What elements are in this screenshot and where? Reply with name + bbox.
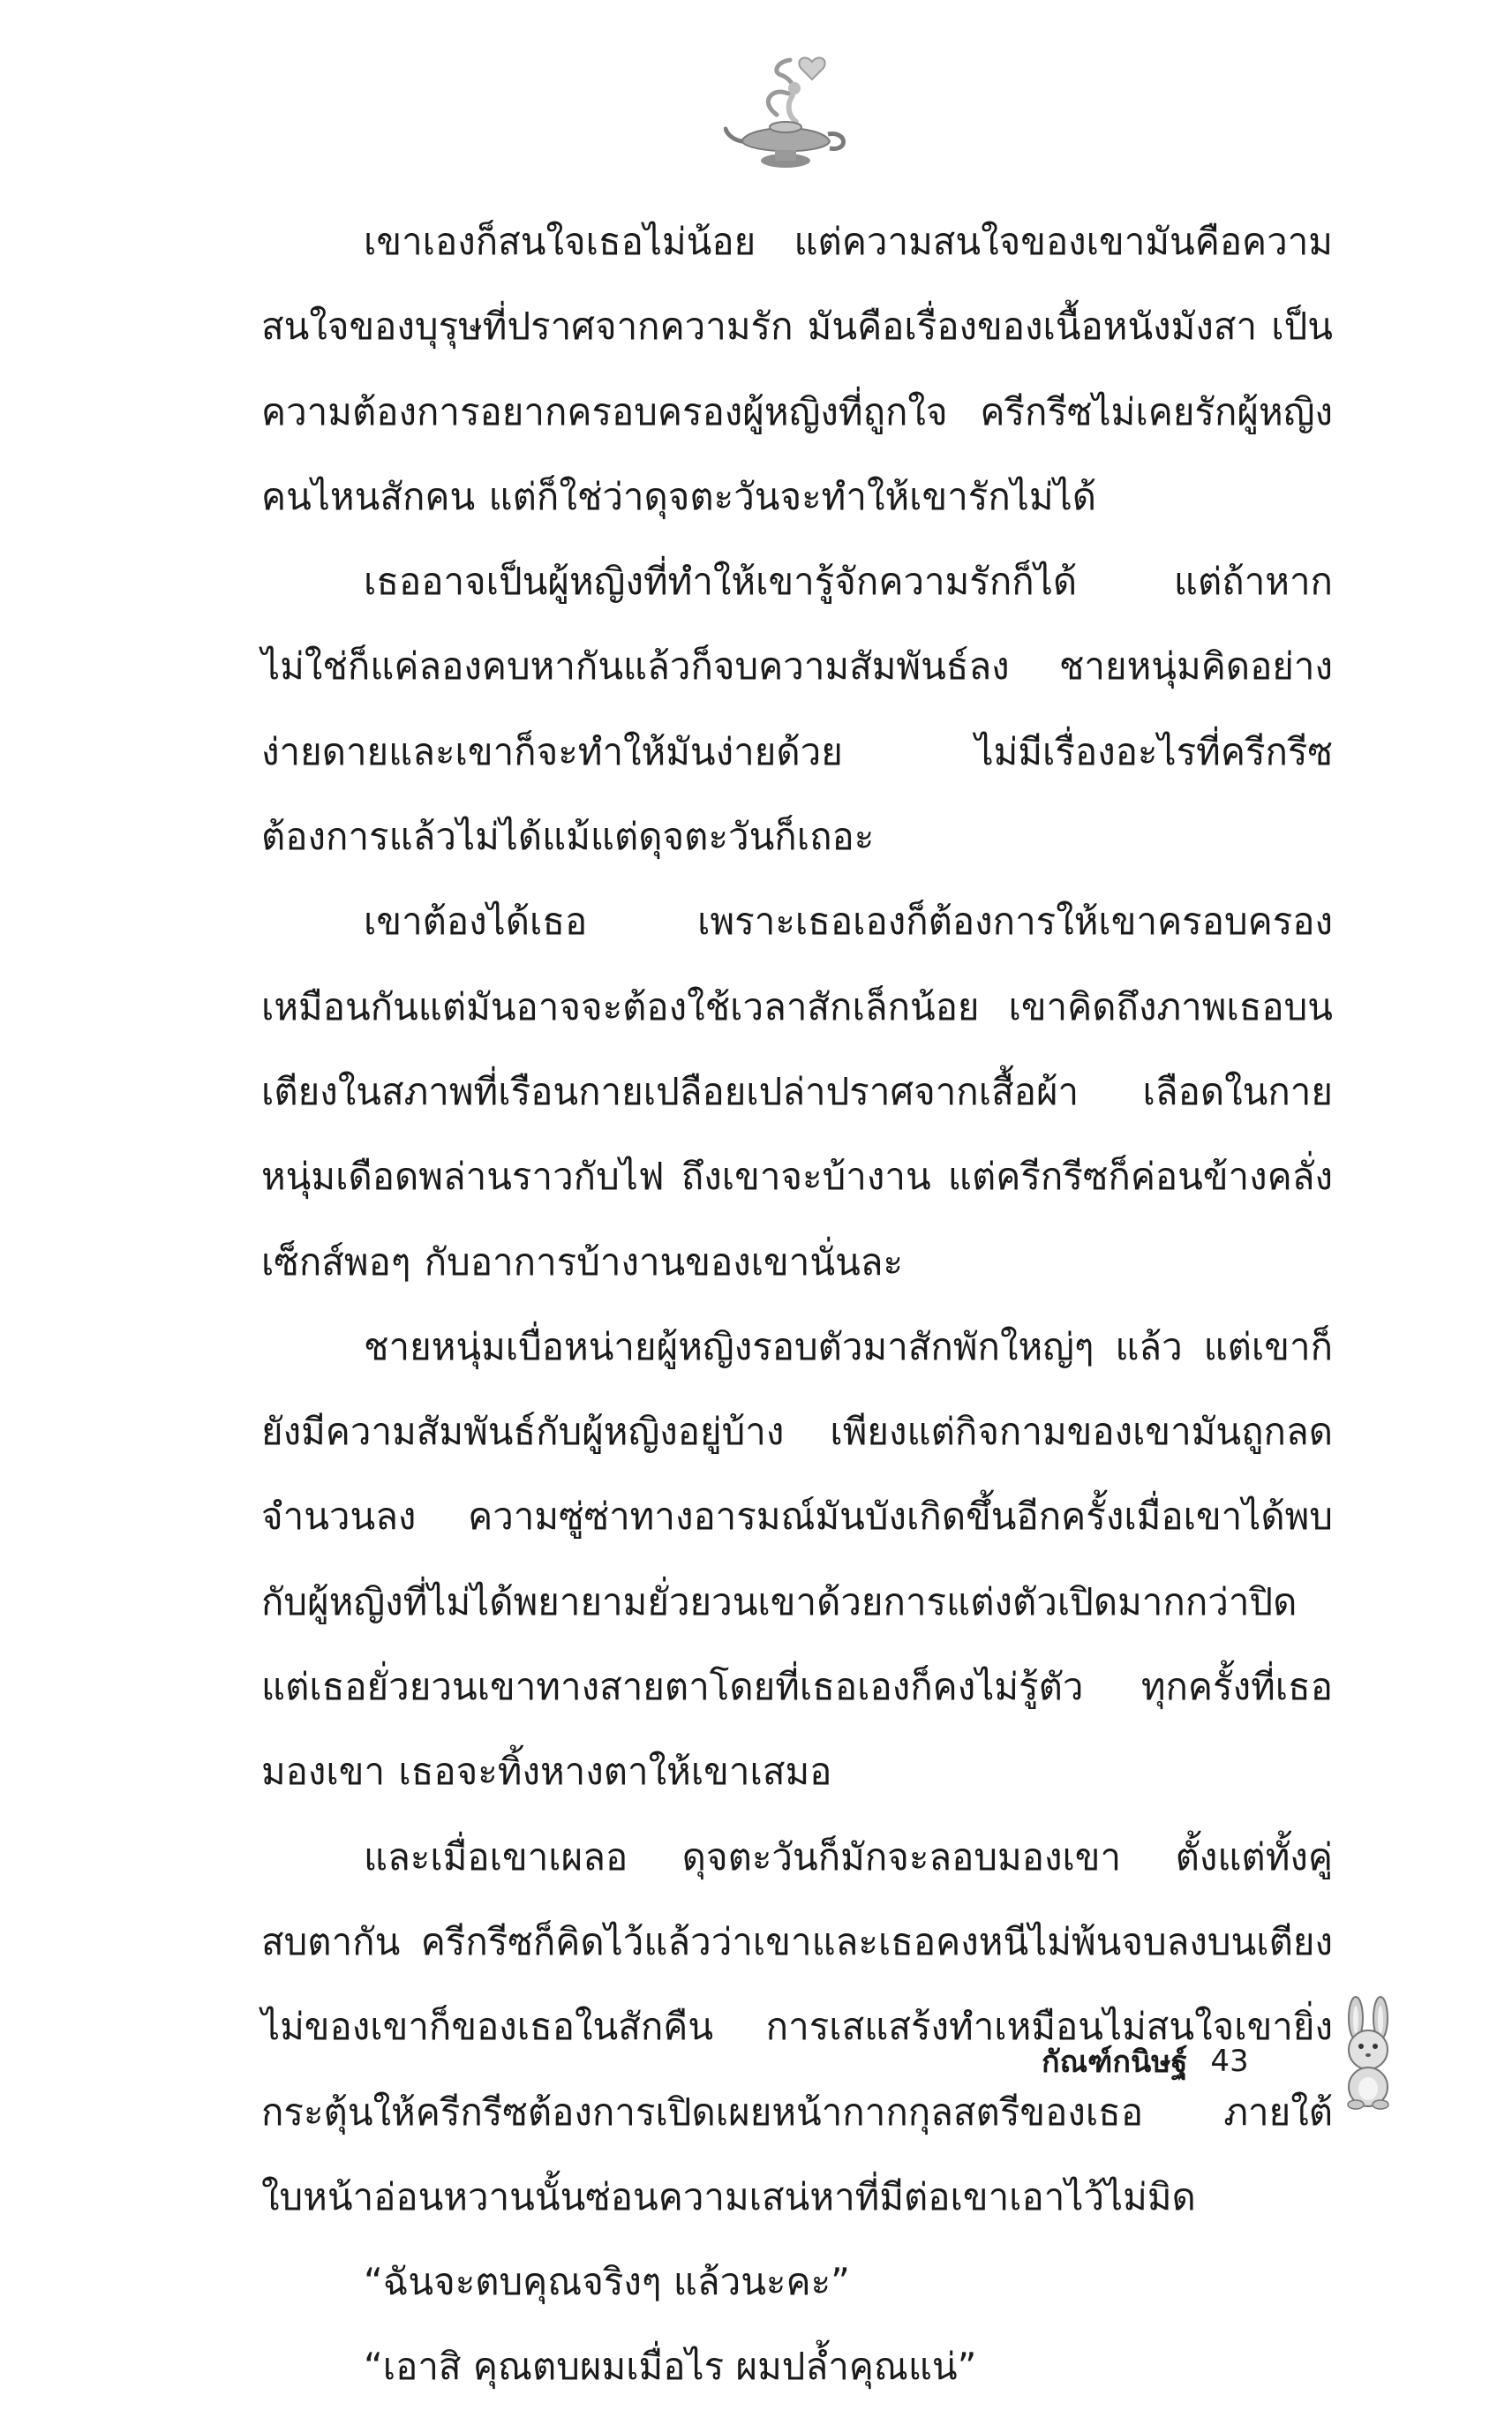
page-footer	[1042, 2030, 1249, 2092]
paragraph: และเมื่อเขาเผลอ ดุจตะวันก็มักจะลอบมองเขา ตั้งแต่ทั้งคู่สบตากัน ครีกรีซก็คิดไว้แล้วว่าเขาและเธอคงหนีไม่พ้นจบลงบนเตียงไม่ของเขาก็ของเธอในสักคืน การเสแสร้งทำเหมือนไม่สนใจเขายิ่งกระตุ้นให้ครีกรีซต้องการเปิดเผยหน้ากากกุลสตรีของเธอ ภายใต้ใบหน้าอ่อนหวานนั้นซ่อนความเสน่หาที่มีต่อเขาเอาไว้ไม่มิด	[261, 1834, 1333, 2218]
dialogue-line: “เอาสิ คุณตบผมเมื่อไร ผมปล้ำคุณแน่”	[364, 2345, 977, 2389]
dialogue-line: “ฉันจะตบคุณจริงๆ แล้วนะคะ”	[364, 2260, 850, 2304]
rabbit-icon	[1333, 1995, 1403, 2110]
paragraph: ชายหนุ่มเบื่อหน่ายผู้หญิงรอบตัวมาสักพักใหญ่ๆ แล้ว แต่เขาก็ยังมีความสัมพันธ์กับผู้หญิงอยู่บ้าง เพียงแต่กิจกามของเขามันถูกลดจำนวนลง ความซู่ซ่าทางอารมณ์มันบังเกิดขึ้นอีกครั้งเมื่อเขาได้พบกับผู้หญิงที่ไม่ได้พยายามยั่วยวนเขาด้วยการแต่งตัวเปิดมากกว่าปิด แต่เธอยั่วยวนเขาทางสายตาโดยที่เธอเองก็คงไม่รู้ตัว ทุกครั้งที่เธอมองเขา เธอจะทิ้งหางตาให้เขาเสมอ	[261, 1324, 1333, 1794]
page-number: 43	[1210, 2044, 1249, 2079]
book-title: กัณฑ์กนิษฐ์	[1042, 2045, 1188, 2080]
paragraph: เขาต้องได้เธอ เพราะเธอเองก็ต้องการให้เขาครอบครองเหมือนกันแต่มันอาจจะต้องใช้เวลาสักเล็กน้อย เขาคิดถึงภาพเธอบนเตียงในสภาพที่เรือนกายเปลือยเปล่าปราศจากเสื้อผ้า เลือดในกายหนุ่มเดือดพล่านราวกับไฟ ถึงเขาจะบ้างาน แต่ครีกรีซก็ค่อนข้างคลั่งเซ็กส์พอๆ กับอาการบ้างานของเขานั่นละ	[261, 900, 1333, 1284]
paragraph: เขาเองก็สนใจเธอไม่น้อย แต่ความสนใจของเขามันคือความสนใจของบุรุษที่ปราศจากความรัก มันคือเรื่องของเนื้อหนังมังสา เป็นความต้องการอยากครอบครองผู้หญิงที่ถูกใจ ครีกรีซไม่เคยรักผู้หญิงคนไหนสักคน แต่ก็ใช่ว่าดุจตะวันจะทำให้เขารักไม่ได้	[261, 220, 1333, 518]
genie-lamp-icon	[724, 53, 856, 177]
paragraph: เธออาจเป็นผู้หญิงที่ทำให้เขารู้จักความรักก็ได้ แต่ถ้าหากไม่ใช่ก็แค่ลองคบหากันแล้วก็จบความสัมพันธ์ลง ชายหนุ่มคิดอย่างง่ายดายและเขาก็จะทำให้มันง่ายด้วย ไม่มีเรื่องอะไรที่ครีกรีซต้องการแล้วไม่ได้แม้แต่ดุจตะวันก็เถอะ	[261, 560, 1333, 859]
